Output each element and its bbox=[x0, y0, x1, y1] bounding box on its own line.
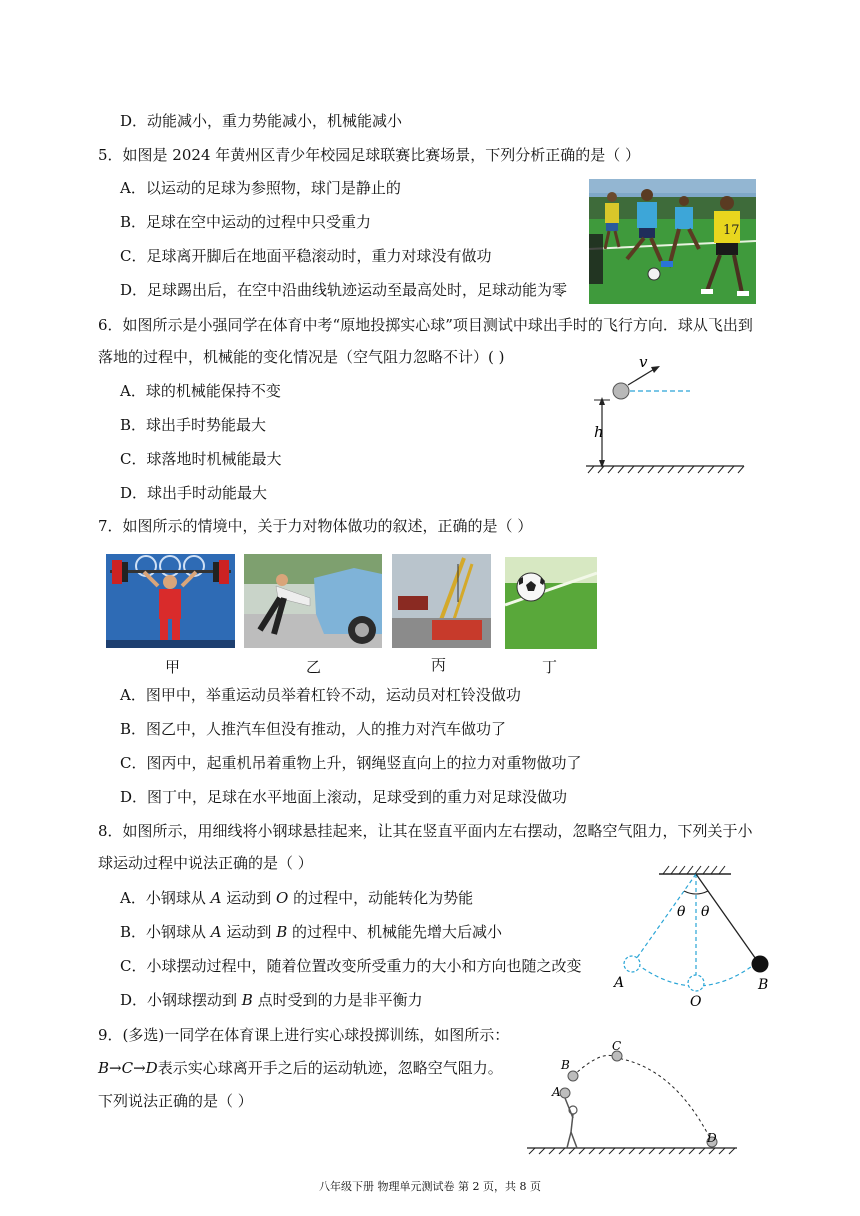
q7-option-c: C．图丙中，起重机吊着重物上升，钢绳竖直向上的拉力对重物做功了 bbox=[120, 754, 582, 772]
point-o-label: O bbox=[690, 994, 702, 1010]
q8-option-c: C．小球摆动过程中，随着位置改变所受重力的大小和方向也随之改变 bbox=[120, 957, 582, 975]
q7-option-d: D．图丁中，足球在水平地面上滚动，足球受到的重力对足球没做功 bbox=[120, 788, 568, 806]
point-b-label: B bbox=[758, 977, 769, 993]
car-push-photo bbox=[244, 554, 382, 648]
football-match-photo bbox=[589, 179, 756, 304]
pendulum-diagram bbox=[605, 860, 785, 1010]
trajectory-path bbox=[573, 1055, 712, 1142]
ball-position-b bbox=[568, 1071, 578, 1081]
q9-stem-line3: 下列说法正确的是（ ） bbox=[98, 1092, 253, 1110]
svg-text:17: 17 bbox=[723, 223, 740, 238]
q8-stem-line2: 球运动过程中说法正确的是（ ） bbox=[98, 854, 313, 872]
height-label: h bbox=[594, 423, 604, 441]
q6-option-a: A．球的机械能保持不变 bbox=[120, 382, 281, 400]
q9-stem-line1: 9．(多选)一同学在体育课上进行实心球投掷训练，如图所示： bbox=[98, 1026, 510, 1044]
caption-jia: 甲 bbox=[165, 658, 181, 676]
q5-stem: 5．如图是 2024 年黄州区青少年校园足球联赛比赛场景，下列分析正确的是（ ） bbox=[98, 146, 641, 164]
point-d-label: D bbox=[707, 1131, 717, 1145]
steel-ball-icon bbox=[752, 956, 769, 973]
q8-option-d: D．小钢球摆动到 B 点时受到的力是非平衡力 bbox=[120, 991, 423, 1009]
ball-icon bbox=[613, 383, 629, 399]
point-b-label: B bbox=[561, 1058, 570, 1072]
q5-option-c: C．足球离开脚后在地面平稳滚动时，重力对球没有做功 bbox=[120, 247, 492, 265]
q7-option-a: A．图甲中，举重运动员举着杠铃不动，运动员对杠铃没做功 bbox=[120, 686, 521, 704]
q7-stem: 7．如图所示的情境中，关于力对物体做功的叙述，正确的是（ ） bbox=[98, 517, 533, 535]
q5-option-b: B．足球在空中运动的过程中只受重力 bbox=[120, 213, 372, 231]
caption-ding: 丁 bbox=[542, 658, 558, 676]
q6-stem-line1: 6．如图所示是小强同学在体育中考“原地投掷实心球”项目测试中球出手时的飞行方向．球从飞出到 bbox=[98, 316, 753, 334]
point-a-label: A bbox=[552, 1085, 561, 1099]
soccer-ball-on-grass-photo bbox=[505, 557, 597, 649]
q8-option-a: A．小钢球从 A 运动到 O 的过程中，动能转化为势能 bbox=[120, 889, 474, 907]
ball-position-o bbox=[688, 975, 704, 991]
q6-stem-line2: 落地的过程中，机械能的变化情况是（空气阻力忽略不计）( ) bbox=[98, 348, 505, 366]
q8-option-b: B．小钢球从 A 运动到 B 的过程中、机械能先增大后减小 bbox=[120, 923, 502, 941]
velocity-label: v bbox=[639, 353, 648, 371]
page-footer: 八年级下册 物理单元测试卷 第 2 页，共 8 页 bbox=[319, 1180, 541, 1193]
q4-option-d: D．动能减小，重力势能减小，机械能减小 bbox=[120, 112, 403, 130]
q9-stem-line2: B→C→D表示实心球离开手之后的运动轨迹，忽略空气阻力。 bbox=[98, 1059, 503, 1077]
left-string-dashed bbox=[634, 874, 696, 962]
shot-put-trajectory-diagram bbox=[525, 1038, 740, 1160]
point-c-label: C bbox=[612, 1039, 622, 1053]
caption-yi: 乙 bbox=[306, 658, 322, 676]
theta-left-label: θ bbox=[677, 904, 686, 920]
q5-option-a: A．以运动的足球为参照物，球门是静止的 bbox=[120, 179, 401, 197]
crane-photo bbox=[392, 554, 491, 648]
theta-right-label: θ bbox=[701, 904, 710, 920]
point-a-label: A bbox=[614, 975, 625, 991]
q7-option-b: B．图乙中，人推汽车但没有推动，人的推力对汽车做功了 bbox=[120, 720, 507, 738]
weightlifter-photo bbox=[106, 554, 235, 648]
ball-position-a bbox=[560, 1088, 570, 1098]
q6-option-d: D．球出手时动能最大 bbox=[120, 484, 268, 502]
q6-option-b: B．球出手时势能最大 bbox=[120, 416, 267, 434]
q8-stem-line1: 8．如图所示，用细线将小钢球悬挂起来，让其在竖直平面内左右摆动，忽略空气阻力，下列关于小 bbox=[98, 822, 753, 840]
caption-bing: 丙 bbox=[431, 656, 447, 674]
q6-option-c: C．球落地时机械能最大 bbox=[120, 450, 282, 468]
ball-position-a bbox=[624, 956, 640, 972]
ball-throw-diagram bbox=[580, 345, 750, 480]
q5-option-d: D．足球踢出后，在空中沿曲线轨迹运动至最高处时，足球动能为零 bbox=[120, 281, 568, 299]
